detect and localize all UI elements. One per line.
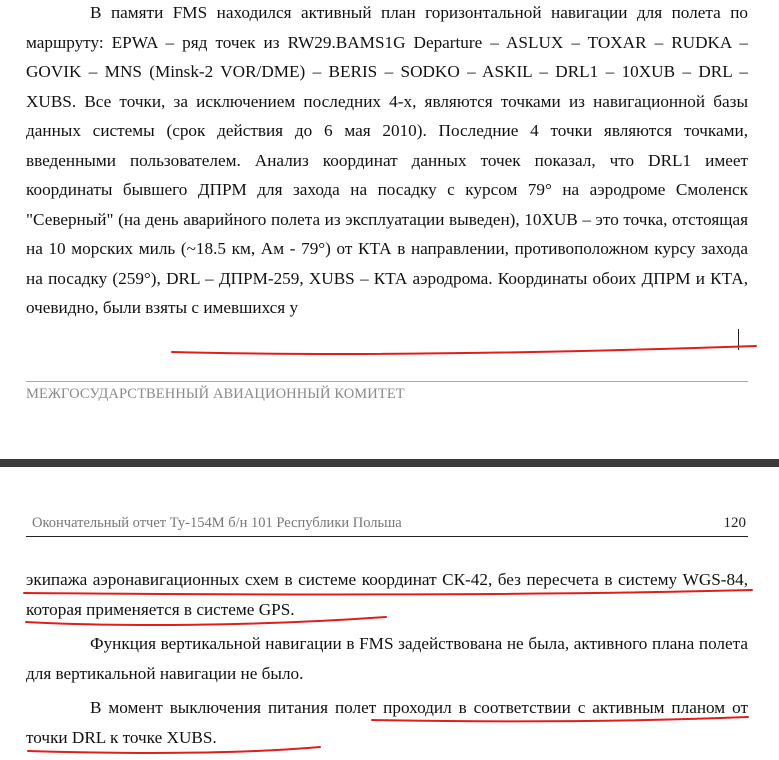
header-page-number: 120 xyxy=(723,515,746,531)
page-header xyxy=(32,514,746,532)
header-report-title: Окончательный отчет Ту-154М б/н 101 Республики Польша xyxy=(32,515,402,531)
header-divider xyxy=(26,536,748,537)
paragraph-vertical-nav-text: Функция вертикальной навигации в FMS задействована не была, активного плана полета для вертикальной навигации не было. xyxy=(26,634,748,683)
footer-divider xyxy=(26,381,748,382)
paragraph-fms-route-text: В памяти FMS находился активный план горизонтальной навигации для полета по маршруту: EPWA – ряд точек из RW29.BAMS1G Departure – ASLUX – TOXAR – RUDKA – GOVIK – MNS (Minsk-2 VOR/DME) – BERIS – SODKO – ASKIL – DRL1 – 10XUB – DRL – XUBS. Все точки, за исключением последних 4-х, являются точками из навигационной базы данных системы (срок действия до 6 мая 2010). Последние 4 точки являются точками, введенными пользователем. Анализ координат данных точек показал, что DRL1 имеет координаты бывшего ДПРМ для захода на посадку с курсом 79° на аэродроме Смоленск "Северный" (на день аварийного полета из эксплуатации выведен), 10XUB – это точка, отстоящая на 10 морских миль (~18.5 км, Ам - 79°) от КТА в направлении, противоположном курсу захода на посадку (259°), DRL – ДПРМ-259, XUBS – КТА аэродрома. Координаты обоих ДПРМ и КТА, очевидно, были взяты с имевшихся у xyxy=(26,3,748,317)
page-break-bar xyxy=(0,459,779,467)
paragraph-power-off xyxy=(26,693,748,752)
footer-committee-name: МЕЖГОСУДАРСТВЕННЫЙ АВИАЦИОННЫЙ КОМИТЕТ xyxy=(26,386,405,402)
paragraph-coordinates-text: экипажа аэронавигационных схем в системе координат СК-42, без пересчета в систему WGS-84, которая применяется в системе GPS. xyxy=(26,570,748,619)
paragraph-fms-route xyxy=(26,0,748,323)
text-cursor xyxy=(738,329,739,350)
paragraph-coordinates xyxy=(26,565,748,624)
underline-coordinates-sentence xyxy=(172,346,756,354)
paragraph-power-off-text: В момент выключения питания полет проходил в соответствии с активным планом от точки DRL к точке XUBS. xyxy=(26,698,748,747)
paragraph-vertical-nav xyxy=(26,629,748,688)
